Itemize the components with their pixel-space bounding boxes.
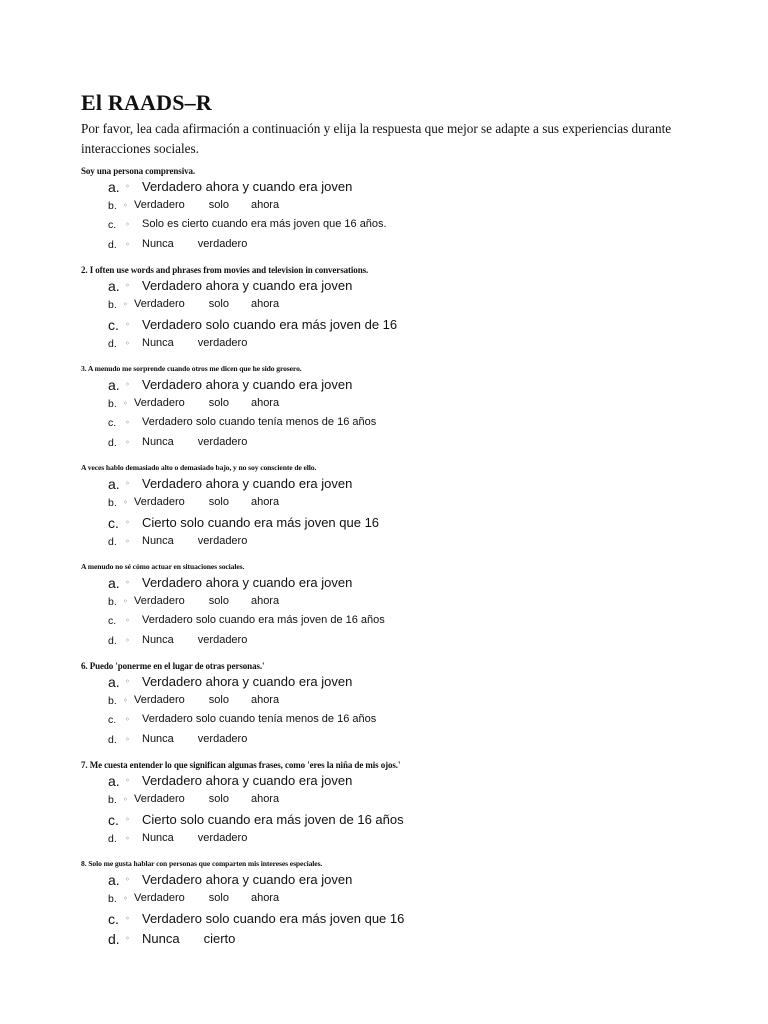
question-text: 2. I often use words and phrases from movies and television in conversations. (81, 265, 369, 275)
option-label (134, 298, 279, 310)
option-b[interactable] (81, 694, 741, 714)
option-label: Solo es cierto cuando era más joven que 16 años. (142, 218, 387, 231)
option-letter: c. (108, 317, 119, 334)
radio-circle-icon[interactable]: ◦ (123, 299, 128, 309)
radio-circle-icon[interactable]: ◦ (125, 380, 130, 389)
option-c[interactable] (81, 911, 741, 931)
option-d[interactable] (81, 931, 741, 951)
option-word: verdadero (197, 435, 248, 448)
option-word: verdadero (197, 831, 248, 844)
option-word: ahora (250, 891, 280, 904)
option-a[interactable] (81, 278, 741, 298)
radio-circle-icon[interactable]: ◦ (123, 497, 128, 507)
option-word: Verdadero (134, 495, 185, 508)
option-word: ahora (250, 495, 280, 508)
radio-circle-icon[interactable]: ◦ (125, 281, 130, 290)
option-label (142, 931, 235, 946)
option-d[interactable] (81, 337, 741, 357)
option-word: Nunca (142, 831, 174, 844)
option-label (142, 832, 247, 844)
option-letter: c. (108, 714, 117, 727)
option-label (134, 397, 279, 409)
option-letter: d. (108, 634, 117, 647)
option-letter: a. (108, 377, 120, 393)
radio-circle-icon[interactable]: ◦ (123, 398, 128, 408)
option-letter: d. (108, 436, 117, 449)
option-letter: a. (108, 575, 120, 591)
option-letter: b. (108, 694, 117, 707)
question-6 (81, 661, 741, 752)
option-letter: a. (108, 674, 120, 690)
radio-circle-icon[interactable]: ◦ (125, 734, 130, 744)
option-c[interactable] (81, 614, 741, 634)
option-word: solo (208, 198, 229, 211)
option-letter: a. (108, 179, 120, 195)
option-b[interactable] (81, 397, 741, 417)
question-1 (81, 166, 741, 257)
question-text: A menudo no sé cómo actuar en situaciones sociales. (81, 562, 245, 571)
radio-circle-icon[interactable]: ◦ (125, 320, 130, 330)
option-letter: b. (108, 298, 117, 311)
option-word: Nunca (142, 930, 180, 946)
radio-circle-icon[interactable]: ◦ (125, 616, 130, 626)
option-word: ahora (250, 396, 280, 409)
option-label: Cierto solo cuando era más joven de 16 años (142, 812, 404, 828)
option-label: Verdadero ahora y cuando era joven (142, 179, 353, 194)
option-letter: c. (108, 615, 117, 628)
question-4 (81, 463, 741, 554)
option-a[interactable] (81, 872, 741, 892)
option-d[interactable] (81, 832, 741, 852)
radio-circle-icon[interactable]: ◦ (123, 695, 128, 705)
option-c[interactable] (81, 218, 741, 238)
option-word: ahora (250, 792, 280, 805)
radio-circle-icon[interactable]: ◦ (125, 875, 130, 884)
radio-circle-icon[interactable]: ◦ (125, 182, 130, 191)
option-d[interactable] (81, 535, 741, 555)
option-letter: d. (108, 238, 117, 251)
radio-circle-icon[interactable]: ◦ (125, 220, 130, 230)
option-b[interactable] (81, 892, 741, 912)
option-letter: c. (108, 911, 119, 928)
radio-circle-icon[interactable]: ◦ (125, 677, 130, 686)
option-word: Verdadero (134, 396, 185, 409)
option-word: solo (208, 495, 229, 508)
radio-circle-icon[interactable]: ◦ (125, 715, 130, 725)
option-word: solo (208, 792, 229, 805)
option-word: Nunca (142, 534, 174, 547)
option-word: Verdadero (134, 891, 185, 904)
option-label: Verdadero solo cuando tenía menos de 16 años (142, 416, 377, 429)
radio-circle-icon[interactable]: ◦ (123, 596, 128, 606)
option-word: Nunca (142, 237, 174, 250)
option-word: solo (208, 297, 229, 310)
option-letter: a. (108, 872, 120, 888)
option-letter: a. (108, 278, 120, 294)
question-8 (81, 859, 741, 950)
radio-circle-icon[interactable]: ◦ (125, 418, 130, 428)
option-d[interactable] (81, 238, 741, 258)
option-word: verdadero (197, 336, 248, 349)
option-d[interactable] (81, 436, 741, 456)
option-c[interactable] (81, 317, 741, 337)
option-a[interactable] (81, 575, 741, 595)
option-word: Nunca (142, 633, 174, 646)
option-letter: d. (108, 535, 117, 548)
option-label (134, 694, 279, 706)
option-word: Verdadero (134, 693, 185, 706)
option-label: Verdadero solo cuando tenía menos de 16 años (142, 713, 377, 726)
option-letter: c. (108, 219, 117, 232)
option-label (142, 634, 247, 646)
option-label: Verdadero ahora y cuando era joven (142, 872, 353, 887)
option-label: Verdadero ahora y cuando era joven (142, 377, 353, 392)
option-word: solo (208, 693, 229, 706)
option-letter: b. (108, 595, 117, 608)
option-word: ahora (250, 297, 280, 310)
radio-circle-icon[interactable]: ◦ (125, 933, 130, 943)
option-word: Verdadero (134, 297, 185, 310)
question-text: 3. A menudo me sorprende cuando otros me dicen que he sido grosero. (81, 364, 302, 373)
option-a[interactable] (81, 773, 741, 793)
instructions (81, 119, 681, 159)
radio-circle-icon[interactable]: ◦ (123, 794, 128, 804)
instructions-line-1: Por favor, lea cada afirmación a continuación y elija la respuesta que mejor se adapte a sus experiencias durante (81, 121, 672, 136)
option-label (142, 238, 247, 250)
option-letter: a. (108, 773, 120, 789)
option-label: Verdadero ahora y cuando era joven (142, 278, 353, 293)
option-b[interactable] (81, 793, 741, 813)
option-word: Nunca (142, 732, 174, 745)
instructions-line-2: interacciones sociales. (81, 141, 199, 156)
option-label (134, 892, 279, 904)
option-word: verdadero (197, 732, 248, 745)
question-3 (81, 364, 741, 455)
option-word: ahora (250, 594, 280, 607)
option-label: Verdadero ahora y cuando era joven (142, 476, 353, 491)
option-label: Verdadero solo cuando era más joven de 16 años (142, 614, 385, 627)
option-a[interactable] (81, 377, 741, 397)
option-label: Verdadero solo cuando era más joven de 16 (142, 317, 398, 333)
radio-circle-icon[interactable]: ◦ (125, 536, 130, 546)
option-label (134, 793, 279, 805)
option-label: Cierto solo cuando era más joven que 16 (142, 515, 380, 531)
option-word: Nunca (142, 435, 174, 448)
option-label (142, 337, 247, 349)
radio-circle-icon[interactable]: ◦ (123, 200, 128, 210)
option-b[interactable] (81, 496, 741, 516)
radio-circle-icon[interactable]: ◦ (125, 776, 130, 785)
option-letter: d. (108, 832, 117, 845)
question-text: 6. Puedo 'ponerme en el lugar de otras personas.' (81, 661, 265, 671)
question-text: Soy una persona comprensiva. (81, 166, 196, 176)
option-label: Verdadero solo cuando era más joven que 16 (142, 911, 405, 927)
option-label (134, 496, 279, 508)
option-word: verdadero (197, 534, 248, 547)
option-b[interactable] (81, 595, 741, 615)
option-label: Verdadero ahora y cuando era joven (142, 773, 353, 788)
question-5 (81, 562, 741, 653)
option-label: Verdadero ahora y cuando era joven (142, 575, 353, 590)
option-label (142, 436, 247, 448)
option-b[interactable] (81, 298, 741, 318)
radio-circle-icon[interactable]: ◦ (125, 239, 130, 249)
option-d[interactable] (81, 733, 741, 753)
option-word: verdadero (197, 237, 248, 250)
option-label (142, 733, 247, 745)
option-letter: b. (108, 496, 117, 509)
question-2 (81, 265, 741, 356)
option-word: ahora (250, 693, 280, 706)
option-c[interactable] (81, 713, 741, 733)
option-word: verdadero (197, 633, 248, 646)
option-label (134, 595, 279, 607)
option-letter: b. (108, 793, 117, 806)
option-letter: b. (108, 199, 117, 212)
question-text: 8. Solo me gusta hablar con personas que comparten mis intereses especiales. (81, 859, 323, 868)
option-word: Verdadero (134, 594, 185, 607)
document-title: El RAADS–R (81, 90, 212, 115)
option-a[interactable] (81, 476, 741, 496)
question-text: A veces hablo demasiado alto o demasiado bajo, y no soy consciente de ello. (81, 463, 317, 472)
option-letter: b. (108, 892, 117, 905)
option-word: Verdadero (134, 792, 185, 805)
option-letter: c. (108, 417, 117, 430)
option-letter: d. (108, 733, 117, 746)
option-word: Verdadero (134, 198, 185, 211)
option-c[interactable] (81, 416, 741, 436)
option-letter: d. (108, 930, 120, 947)
option-a[interactable] (81, 674, 741, 694)
radio-circle-icon[interactable]: ◦ (123, 893, 128, 903)
radio-circle-icon[interactable]: ◦ (125, 578, 130, 587)
radio-circle-icon[interactable]: ◦ (125, 833, 130, 843)
option-c[interactable] (81, 515, 741, 535)
option-word: ahora (250, 198, 280, 211)
option-word: solo (208, 396, 229, 409)
option-d[interactable] (81, 634, 741, 654)
radio-circle-icon[interactable]: ◦ (125, 479, 130, 488)
radio-circle-icon[interactable]: ◦ (125, 338, 130, 348)
option-letter: b. (108, 397, 117, 410)
option-word: solo (208, 891, 229, 904)
option-letter: c. (108, 515, 119, 532)
option-letter: a. (108, 476, 120, 492)
radio-circle-icon[interactable]: ◦ (125, 437, 130, 447)
option-label (134, 199, 279, 211)
option-letter: c. (108, 812, 119, 829)
option-letter: d. (108, 337, 117, 350)
option-label (142, 535, 247, 547)
option-word: cierto (203, 930, 236, 946)
question-7 (81, 760, 741, 851)
radio-circle-icon[interactable]: ◦ (125, 914, 130, 924)
question-text: 7. Me cuesta entender lo que significan algunas frases, como 'eres la niña de mis ojos.' (81, 760, 401, 770)
radio-circle-icon[interactable]: ◦ (125, 635, 130, 645)
option-word: solo (208, 594, 229, 607)
option-c[interactable] (81, 812, 741, 832)
radio-circle-icon[interactable]: ◦ (125, 518, 130, 528)
option-word: Nunca (142, 336, 174, 349)
option-b[interactable] (81, 199, 741, 219)
radio-circle-icon[interactable]: ◦ (125, 815, 130, 825)
option-a[interactable] (81, 179, 741, 199)
option-label: Verdadero ahora y cuando era joven (142, 674, 353, 689)
